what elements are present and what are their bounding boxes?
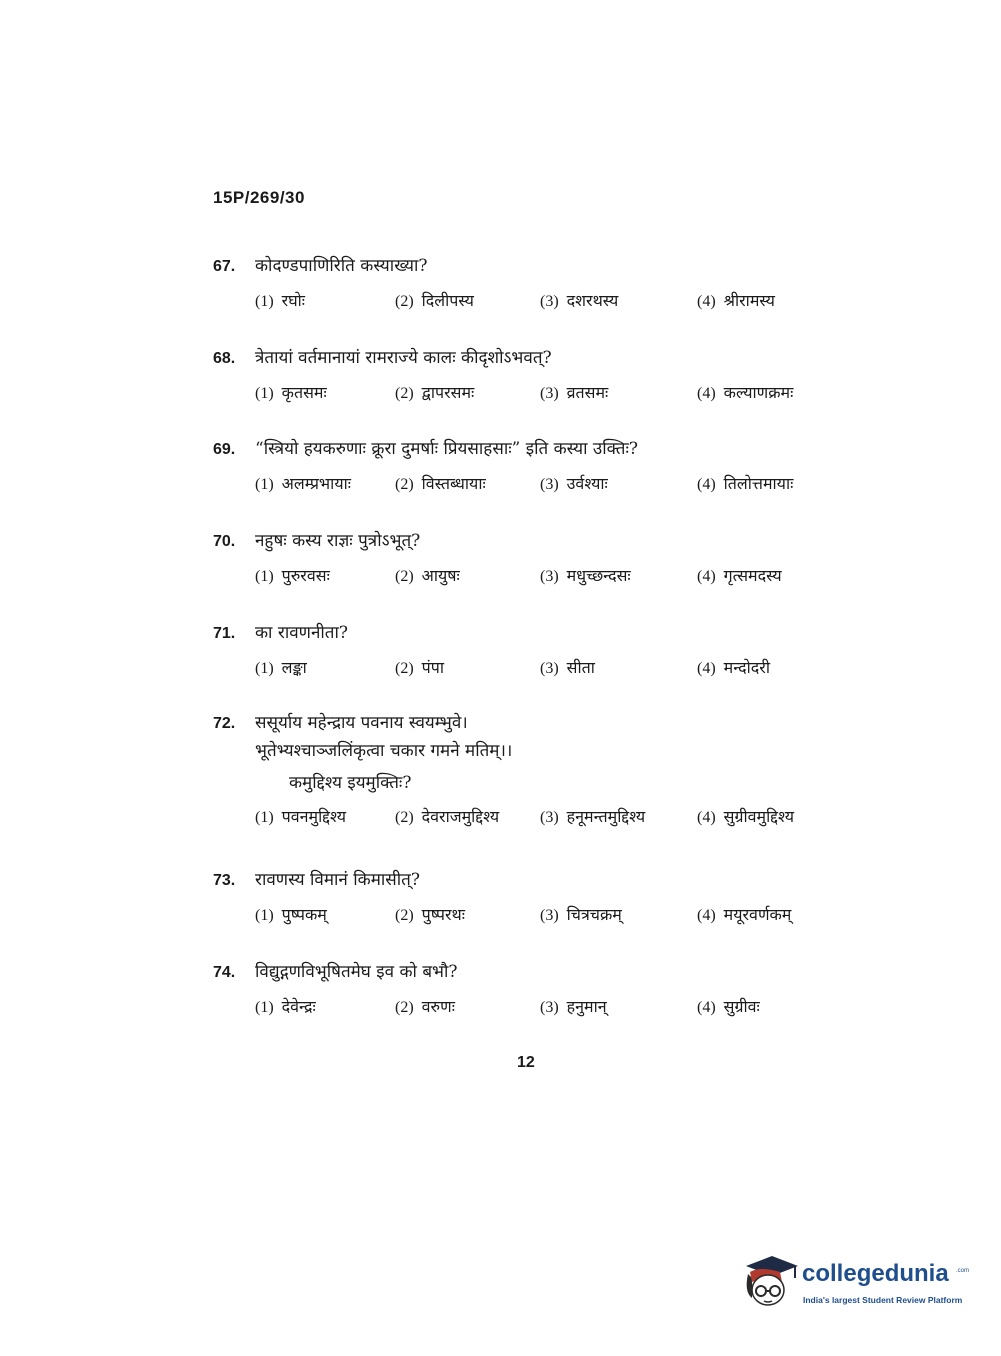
question-number: 74.	[213, 964, 236, 981]
paper-code: 15P/269/30	[213, 188, 305, 207]
options	[213, 656, 853, 682]
option-3: (3) हनूमन्तमुद्दिश्य	[540, 807, 646, 826]
question-text: नहुषः कस्य राज्ञः पुत्रोऽभूत्?	[255, 531, 421, 551]
options	[213, 805, 853, 831]
option-3: (3) चित्रचक्रम्	[540, 905, 622, 924]
option-1: (1) रघोः	[255, 291, 306, 310]
question-text: “स्त्रियो हयकरुणाः क्रूरा दुमर्षाः प्रियसाहसाः” इति कस्या उक्तिः?	[255, 439, 639, 459]
option-3: (3) सीता	[540, 658, 595, 677]
option-1: (1) देवेन्द्रः	[255, 997, 316, 1016]
option-1: (1) अलम्प्रभायाः	[255, 474, 351, 493]
option-3: (3) दशरथस्य	[540, 291, 619, 310]
question-text: विद्युद्गणविभूषितमेघ इव को बभौ?	[255, 962, 458, 982]
options	[213, 289, 853, 315]
option-4: (4) सुग्रीवमुद्दिश्य	[697, 807, 795, 826]
option-2: (2) देवराजमुद्दिश्य	[395, 807, 500, 826]
page-number: 12	[517, 1054, 535, 1071]
option-2: (2) द्वापरसमः	[395, 383, 475, 402]
option-1: (1) पवनमुद्दिश्य	[255, 807, 347, 826]
brand-domain-suffix: .com	[956, 1268, 970, 1274]
question-67	[213, 255, 853, 315]
student-mascot-icon	[740, 1252, 800, 1310]
question-number: 68.	[213, 350, 236, 367]
option-3: (3) उर्वश्याः	[540, 474, 608, 493]
option-2: (2) वरुणः	[395, 997, 455, 1016]
question-72	[213, 712, 853, 831]
question-number: 73.	[213, 872, 236, 889]
options	[213, 995, 853, 1021]
question-73	[213, 869, 853, 929]
question-number: 67.	[213, 258, 236, 275]
option-2: (2) पुष्परथः	[395, 905, 465, 924]
question-text: ससूर्याय महेन्द्राय पवनाय स्वयम्भुवे।	[255, 713, 468, 733]
question-text: कोदण्डपाणिरिति कस्याख्या?	[255, 256, 428, 276]
option-1: (1) पुष्पकम्	[255, 905, 327, 924]
option-1: (1) कृतसमः	[255, 383, 327, 402]
option-4: (4) सुग्रीवः	[697, 997, 760, 1016]
options	[213, 903, 853, 929]
option-1: (1) पुरुरवसः	[255, 566, 330, 585]
option-4: (4) मन्दोदरी	[697, 658, 770, 677]
option-3: (3) व्रतसमः	[540, 383, 609, 402]
options	[213, 472, 853, 498]
question-prompt: कमुद्दिश्य इयमुक्तिः?	[289, 773, 412, 793]
option-4: (4) मयूरवर्णकम्	[697, 905, 792, 924]
option-2: (2) पंपा	[395, 658, 444, 677]
option-4: (4) गृत्समदस्य	[697, 566, 782, 585]
option-4: (4) कल्याणक्रमः	[697, 383, 794, 402]
question-68	[213, 347, 853, 407]
question-number: 69.	[213, 441, 236, 458]
option-1: (1) लङ्का	[255, 658, 307, 677]
question-text: त्रेतायां वर्तमानायां रामराज्ये कालः कीदृशोऽभवत्?	[255, 348, 552, 368]
question-70	[213, 530, 853, 590]
option-4: (4) श्रीरामस्य	[697, 291, 775, 310]
option-2: (2) दिलीपस्य	[395, 291, 474, 310]
collegedunia-watermark	[740, 1252, 970, 1312]
question-71	[213, 622, 853, 682]
option-3: (3) मधुच्छन्दसः	[540, 566, 631, 585]
brand-tagline: India's largest Student Review Platform	[803, 1295, 963, 1305]
question-number: 70.	[213, 533, 236, 550]
option-2: (2) विस्तब्धायाः	[395, 474, 486, 493]
question-69	[213, 438, 853, 498]
brand-name: collegedunia	[802, 1260, 949, 1287]
verse-line-2: भूतेभ्यश्चाञ्जलिंकृत्वा चकार गमने मतिम्।।	[255, 741, 513, 761]
options	[213, 381, 853, 407]
question-text: रावणस्य विमानं किमासीत्?	[255, 870, 420, 890]
question-number: 71.	[213, 625, 236, 642]
question-text: का रावणनीता?	[255, 623, 349, 643]
option-2: (2) आयुषः	[395, 566, 460, 585]
option-4: (4) तिलोत्तमायाः	[697, 474, 794, 493]
question-number: 72.	[213, 715, 236, 732]
option-3: (3) हनुमान्	[540, 997, 607, 1016]
question-74	[213, 961, 853, 1021]
options	[213, 564, 853, 590]
